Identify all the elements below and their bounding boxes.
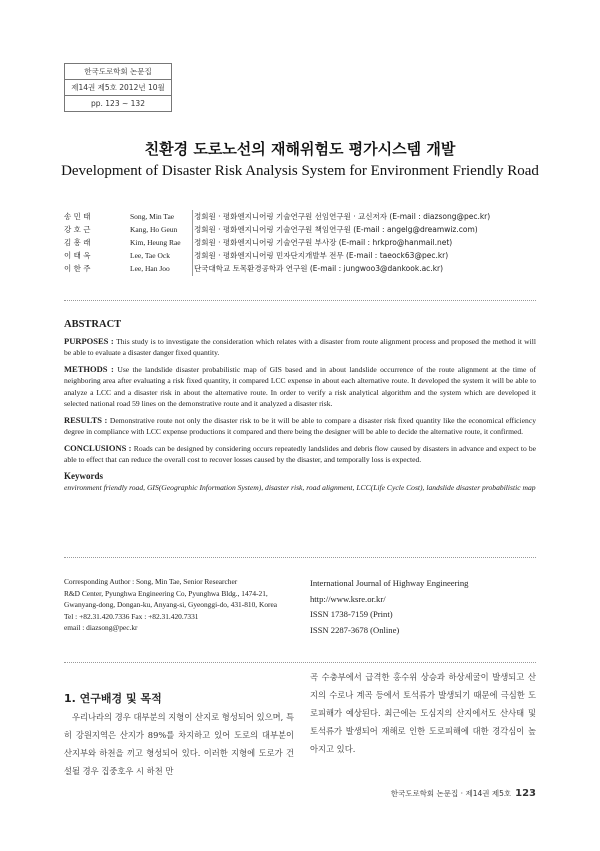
keywords: environment friendly road, GIS(Geographic Information System), disaster risk, road alignment, LCC(Life Cycle Cost), landslide disaster probabilistic map	[64, 483, 536, 492]
author-row	[64, 210, 490, 223]
corr-line: Tel : +82.31.420.7336 Fax : +82.31.420.7331	[64, 611, 199, 621]
author-affiliation: 정회원 · 평화엔지니어링 민자단지개발부 전무 (E-mail : taeock63@pec.kr)	[194, 251, 449, 260]
page-number: 123	[515, 788, 536, 799]
author-name-en: Lee, Han Joo	[130, 264, 170, 273]
abstract-text: This study is to investigate the consideration which relates with a disaster from route alignment process and proposed the method it will be able to evaluate a disaster danger fixed quantity.	[64, 336, 536, 357]
author-row	[64, 262, 490, 275]
divider	[64, 557, 536, 558]
abstract-label: CONCLUSIONS :	[64, 442, 134, 453]
author-name-en: Kim, Heung Rae	[130, 238, 181, 247]
author-affiliation: 정회원 · 평화엔지니어링 기술연구원 부사장 (E-mail : hrkpro@hanmail.net)	[194, 238, 453, 247]
journal-url: http://www.ksre.or.kr/	[310, 593, 386, 604]
journal-line: ISSN 1738-7159 (Print)	[310, 609, 393, 619]
title-english: Development of Disaster Risk Analysis System for Environment Friendly Road	[61, 163, 539, 179]
journal-info-box	[64, 63, 172, 112]
divider	[64, 300, 536, 301]
journal-name: 한국도로학회 논문집	[65, 64, 171, 80]
journal-volume: 제14권 제5호 2012년 10월	[65, 80, 171, 96]
author-affiliation: 단국대학교 토목환경공학과 연구원 (E-mail : jungwoo3@dankook.ac.kr)	[194, 264, 444, 273]
author-name-ko: 강 호 근	[64, 225, 91, 234]
journal-line: ISSN 2287-3678 (Online)	[310, 624, 400, 635]
journal-line: International Journal of Highway Engineering	[310, 578, 469, 588]
abstract-methods	[64, 364, 536, 410]
journal-pages: pp. 123 ~ 132	[91, 99, 145, 108]
abstract-label: PURPOSES :	[64, 335, 117, 346]
author-divider	[192, 210, 193, 276]
abstract-text: Demonstrative route not only the disaster risk to be it will be able to compare a disaster risk fixed quantity like the economical efficiency degree in compliance with LCC expense productions it compared and there being the designer will be able to decide the alternative route, it confirmed.	[64, 415, 536, 436]
abstract-heading: ABSTRACT	[64, 319, 122, 330]
journal-details	[310, 576, 540, 638]
author-row	[64, 236, 490, 249]
body-column-right: 곡 수충부에서 급격한 홍수위 상승과 하상세굴이 발생되고 산지의 수로나 계곡 등에서 토석류가 발생되기 때문에 극심한 도로피해가 예상된다. 최근에는 도심지의 산지에서도 산사태 및 토석류가 발생되어 재해로 인한 도로피해에 대한 경각심이 높아지고 있다.	[310, 672, 536, 754]
author-list	[64, 210, 490, 275]
abstract-label: METHODS :	[64, 363, 118, 374]
author-name-ko: 송 민 태	[64, 212, 91, 221]
author-name-en: Lee, Tae Ock	[130, 251, 170, 260]
author-row	[64, 249, 490, 262]
corr-line: Corresponding Author : Song, Min Tae, Senior Researcher	[64, 577, 238, 586]
abstract-text: Use the landslide disaster probabilistic map of GIS based and in about landslide occurrence of the route alignment at the time of neighboring area after evaluating a risk fixed quantity, it compared LCC expense in about each alternative route. It developed the system it will be able to analyze a LCC and a disaster risk in about the alternative route. In order to verify a risk analytical algorithm and the system which are developed it selected national road 59 lines on the demonstrative route and it analyzed a disaster risk.	[64, 364, 536, 408]
title-korean: 친환경 도로노선의 재해위험도 평가시스템 개발	[144, 140, 456, 158]
abstract-conclusions	[64, 443, 536, 466]
author-name-ko: 이 태 옥	[64, 251, 91, 260]
author-name-en: Kang, Ho Geun	[130, 225, 178, 234]
footer-journal: 한국도로학회 논문집 · 제14권 제5호	[390, 789, 512, 798]
author-affiliation: 정회원 · 평화엔지니어링 기술연구원 선임연구원 · 교신저자 (E-mail : diazsong@pec.kr)	[194, 212, 491, 221]
author-row	[64, 223, 490, 236]
page-footer	[360, 788, 536, 799]
body-column-left: 우리나라의 경우 대부분의 지형이 산지로 형성되어 있으며, 특히 강원지역은 산지가 89%를 차지하고 있어 도로의 대부분이 산지부와 하천을 끼고 형성되어 있다. 이러한 지형에 도로가 건설될 경우 집중호우 시 하천 만	[64, 712, 294, 776]
author-name-ko: 김 흥 래	[64, 238, 91, 247]
corr-line: R&D Center, Pyunghwa Engineering Co, Pyunghwa Bldg., 1474-21,	[64, 588, 268, 598]
abstract-label: RESULTS :	[64, 414, 110, 425]
section-heading: 1. 연구배경 및 목적	[64, 692, 162, 705]
abstract	[64, 319, 536, 494]
divider	[64, 662, 536, 663]
abstract-text: Roads can be designed by considering occurs repeatedly landslides and debris flow caused by disasters in advance and expect to be able to effect that can reduce the overall cost to recover losses caused by the disaster, and temporally loss is expected.	[64, 443, 536, 464]
corr-line: Gwanyang-dong, Dongan-ku, Anyang-si, Gyeonggi-do, 431-810, Korea	[64, 600, 278, 609]
corr-line: email : diazsong@pec.kr	[64, 623, 138, 632]
author-name-en: Song, Min Tae	[130, 212, 175, 221]
abstract-results	[64, 415, 536, 438]
keywords-heading: Keywords	[64, 470, 103, 481]
author-name-ko: 이 한 주	[64, 264, 91, 273]
abstract-purposes	[64, 336, 536, 359]
corresponding-author	[64, 576, 294, 634]
author-affiliation: 정회원 · 평화엔지니어링 기술연구원 책임연구원 (E-mail : angelg@dreamwiz.com)	[194, 225, 478, 234]
